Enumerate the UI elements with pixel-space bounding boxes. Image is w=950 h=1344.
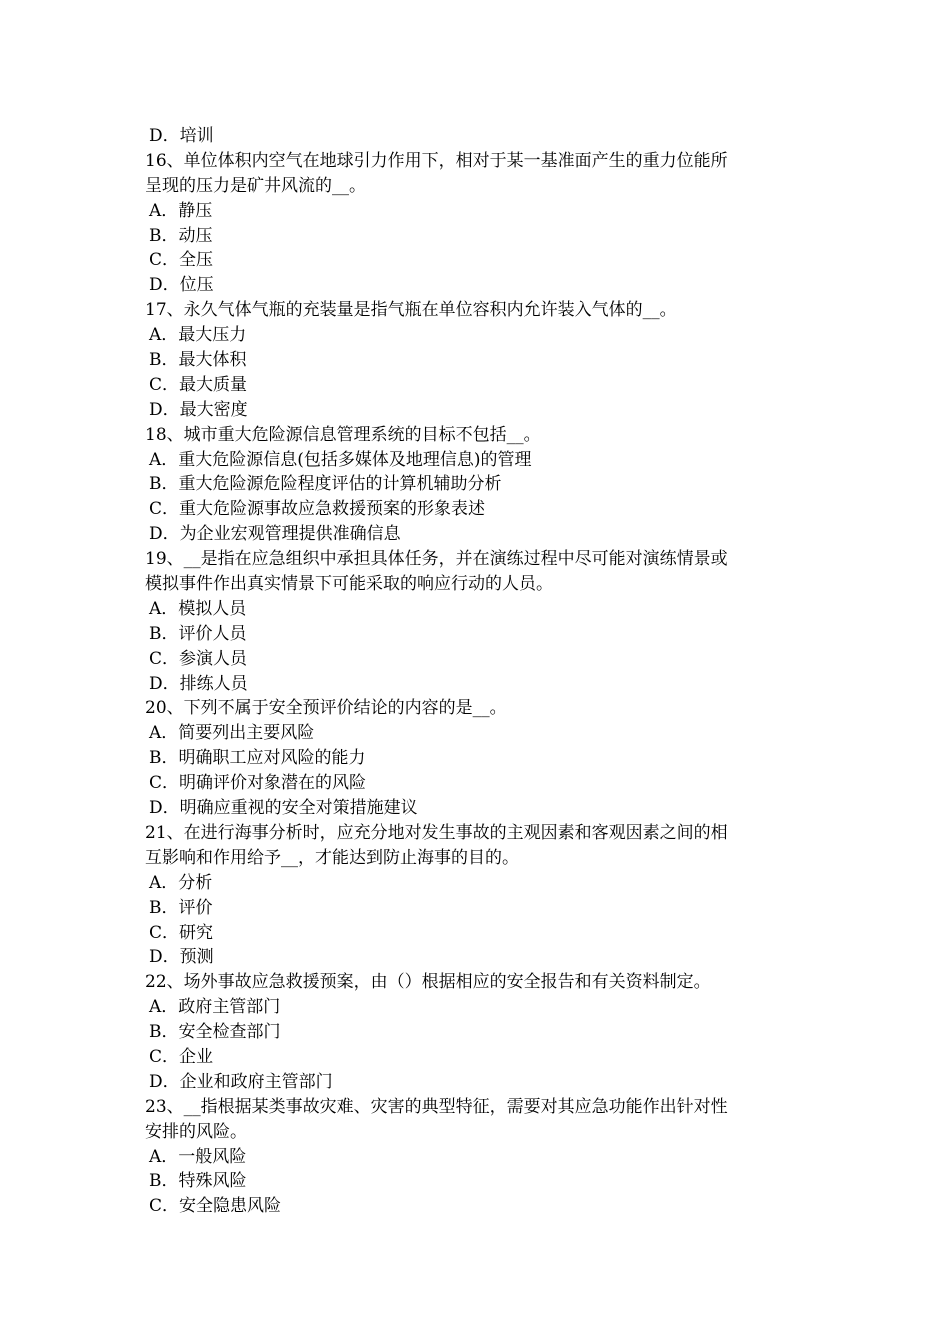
question-line: 19、__是指在应急组织中承担具体任务，并在演练过程中尽可能对演练情景或 — [145, 549, 728, 570]
question-line: 17、永久气体气瓶的充装量是指气瓶在单位容积内允许装入气体的__。 — [145, 300, 677, 321]
question-text — [145, 970, 810, 995]
question-text — [145, 1095, 810, 1145]
answer-option: A．模拟人员 — [149, 598, 247, 619]
answer-option: C．最大质量 — [149, 374, 248, 395]
answer-option: C．重大危险源事故应急救援预案的形象表述 — [149, 499, 486, 520]
answer-option: C．全压 — [149, 250, 214, 271]
question-text — [145, 298, 810, 323]
question-line: 20、下列不属于安全预评价结论的内容的是__。 — [145, 698, 507, 719]
answer-option: D．企业和政府主管部门 — [149, 1071, 333, 1092]
answer-option: D．为企业宏观管理提供准确信息 — [149, 524, 401, 545]
answer-option: B．评价人员 — [149, 623, 247, 644]
answer-option: B．最大体积 — [149, 350, 247, 371]
question-text — [145, 696, 810, 721]
question-text — [145, 423, 810, 448]
answer-option: D．位压 — [149, 275, 214, 296]
document-body — [145, 124, 810, 1219]
question-text — [145, 821, 810, 871]
answer-option: D．最大密度 — [149, 399, 248, 420]
answer-option: B．重大危险源危险程度评估的计算机辅助分析 — [149, 474, 502, 495]
question-line: 互影响和作用给予__，才能达到防止海事的目的。 — [145, 847, 519, 868]
answer-option: B．明确职工应对风险的能力 — [149, 748, 366, 769]
answer-option: C．安全隐患风险 — [149, 1196, 282, 1217]
answer-option: A．静压 — [149, 200, 213, 221]
answer-option: A．一般风险 — [149, 1146, 247, 1167]
question-text — [145, 149, 810, 199]
answer-option: A．简要列出主要风险 — [149, 723, 315, 744]
question-line: 22、场外事故应急救援预案，由（）根据相应的安全报告和有关资料制定。 — [145, 972, 711, 993]
answer-option: B．安全检查部门 — [149, 1022, 281, 1043]
answer-option: A．分析 — [149, 872, 213, 893]
answer-option: B．动压 — [149, 225, 213, 246]
answer-option: B．特殊风险 — [149, 1171, 247, 1192]
question-line: 16、单位体积内空气在地球引力作用下，相对于某一基准面产生的重力位能所 — [145, 150, 728, 171]
answer-option: D．预测 — [149, 947, 214, 968]
answer-option: A．政府主管部门 — [149, 997, 281, 1018]
answer-option: A．最大压力 — [149, 325, 247, 346]
answer-option: D．培训 — [149, 126, 214, 146]
answer-option: C．研究 — [149, 922, 214, 943]
answer-option: C．企业 — [149, 1046, 214, 1067]
question-line: 呈现的压力是矿井风流的__。 — [145, 175, 366, 196]
question-line: 23、__指根据某类事故灾难、灾害的典型特征，需要对其应急功能作出针对性 — [145, 1096, 728, 1117]
answer-option: D．排练人员 — [149, 673, 248, 694]
question-text — [145, 547, 810, 597]
answer-option: B．评价 — [149, 897, 213, 918]
question-line: 模拟事件作出真实情景下可能采取的响应行动的人员。 — [145, 574, 553, 595]
answer-option: C．参演人员 — [149, 648, 248, 669]
answer-option: A．重大危险源信息(包括多媒体及地理信息)的管理 — [149, 449, 532, 470]
question-line: 18、城市重大危险源信息管理系统的目标不包括__。 — [145, 424, 541, 445]
answer-option: D．明确应重视的安全对策措施建议 — [149, 798, 418, 819]
question-line: 21、在进行海事分析时，应充分地对发生事故的主观因素和客观因素之间的相 — [145, 822, 728, 843]
answer-option: C．明确评价对象潜在的风险 — [149, 773, 367, 794]
question-line: 安排的风险。 — [145, 1121, 247, 1142]
